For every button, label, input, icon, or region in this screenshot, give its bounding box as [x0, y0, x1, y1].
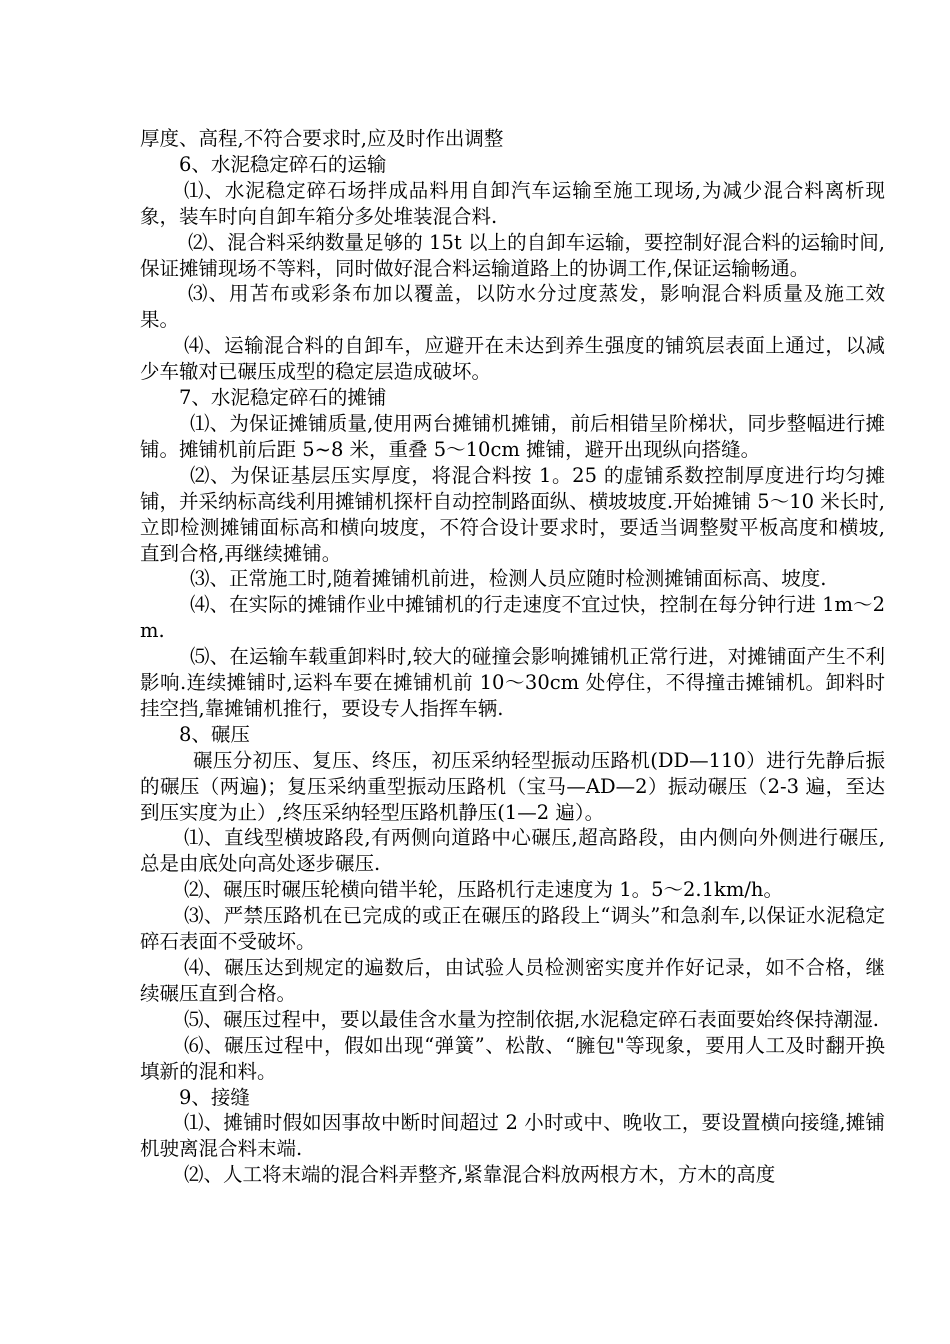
paragraph-continuation: 厚度、高程,不符合要求时,应及时作出调整 [140, 127, 504, 150]
paragraph-8-5: ⑸、碾压过程中，要以最佳含水量为控制依据,水泥稳定碎石表面要始终保持潮湿. [184, 1007, 879, 1031]
paragraph-9-2: ⑵、人工将末端的混合料弄整齐,紧靠混合料放两根方木，方木的高度 [184, 1163, 776, 1187]
section-heading-8: 8、碾压 [179, 722, 250, 746]
paragraph-8-4: ⑷、碾压达到规定的遍数后，由试验人员检测密实度并作好记录，如不合格，继续碾压直到合格。 [140, 956, 885, 1005]
section-heading-6: 6、水泥稳定碎石的运输 [179, 152, 387, 176]
paragraph-6-2: ⑵、混合料采纳数量足够的 15t 以上的自卸车运输，要控制好混合料的运输时间,保证摊铺现场不等料，同时做好混合料运输道路上的协调工作,保证运输畅通。 [140, 230, 885, 280]
paragraph-6-4: ⑷、运输混合料的自卸车，应避开在未达到养生强度的铺筑层表面上通过，以减少车辙对已碾压成型的稳定层造成破坏。 [140, 334, 885, 384]
section-heading-9: 9、接缝 [179, 1085, 250, 1109]
paragraph-8-1: ⑴、直线型横坡路段,有两侧向道路中心碾压,超高路段，由内侧向外侧进行碾压,总是由底处向高处逐步碾压. [140, 826, 885, 876]
paragraph-6-1: ⑴、水泥稳定碎石场拌成品料用自卸汽车运输至施工现场,为减少混合料离析现象，装车时向自卸车箱分多处堆装混合料. [140, 178, 885, 228]
paragraph-8-6: ⑹、碾压过程中，假如出现“弹簧”、松散、“臃包"等现象，要用人工及时翻开换填新的混和料。 [140, 1033, 885, 1083]
paragraph-8-3: ⑶、严禁压路机在已完成的或正在碾压的路段上“调头”和急刹车,以保证水泥稳定碎石表面不受破坏。 [140, 904, 885, 954]
paragraph-7-3: ⑶、正常施工时,随着摊铺机前进，检测人员应随时检测摊铺面标高、坡度. [190, 567, 827, 591]
paragraph-8-2: ⑵、碾压时碾压轮横向错半轮，压路机行走速度为 1。5～2.1km/h。 [184, 878, 783, 902]
paragraph-7-1: ⑴、为保证摊铺质量,使用两台摊铺机摊铺，前后相错呈阶梯状，同步整幅进行摊铺。摊铺机前后距 5~8 米，重叠 5～10cm 摊铺，避开出现纵向搭缝。 [140, 411, 885, 461]
paragraph-9-1: ⑴、摊铺时假如因事故中断时间超过 2 小时或中、晚收工，要设置横向接缝,摊铺机驶离混合料末端. [140, 1111, 885, 1161]
paragraph-6-3: ⑶、用苫布或彩条布加以覆盖，以防水分过度蒸发，影响混合料质量及施工效果。 [140, 282, 885, 332]
paragraph-7-2: ⑵、为保证基层压实厚度，将混合料按 1。25 的虚铺系数控制厚度进行均匀摊铺，并采纳标高线利用摊铺机探杆自动控制路面纵、横坡坡度.开始摊铺 5～10 米长时,立即检测摊铺面标高和横向坡度，不符合设计要求时，要适当调整熨平板高度和横坡,直到合格,再继续摊铺。 [140, 463, 885, 565]
section-heading-7: 7、水泥稳定碎石的摊铺 [179, 386, 387, 410]
paragraph-8-intro: 碾压分初压、复压、终压，初压采纳轻型振动压路机(DD—110）进行先静后振的碾压（两遍)；复压采纳重型振动压路机（宝马—AD—2）振动碾压（2-3 遍，至达到压实度为止）,终压采纳轻型压路机静压(1—2 遍）。 [140, 748, 885, 824]
document-body [140, 126, 885, 1188]
paragraph-7-4: ⑷、在实际的摊铺作业中摊铺机的行走速度不宜过快，控制在每分钟行进 1m～2m. [140, 593, 885, 643]
paragraph-7-5: ⑸、在运输车载重卸料时,较大的碰撞会影响摊铺机正常行进，对摊铺面产生不利影响.连续摊铺时,运料车要在摊铺机前 10～30cm 处停住，不得撞击摊铺机。卸料时挂空挡,靠摊铺机推行，要设专人指挥车辆. [140, 645, 885, 720]
